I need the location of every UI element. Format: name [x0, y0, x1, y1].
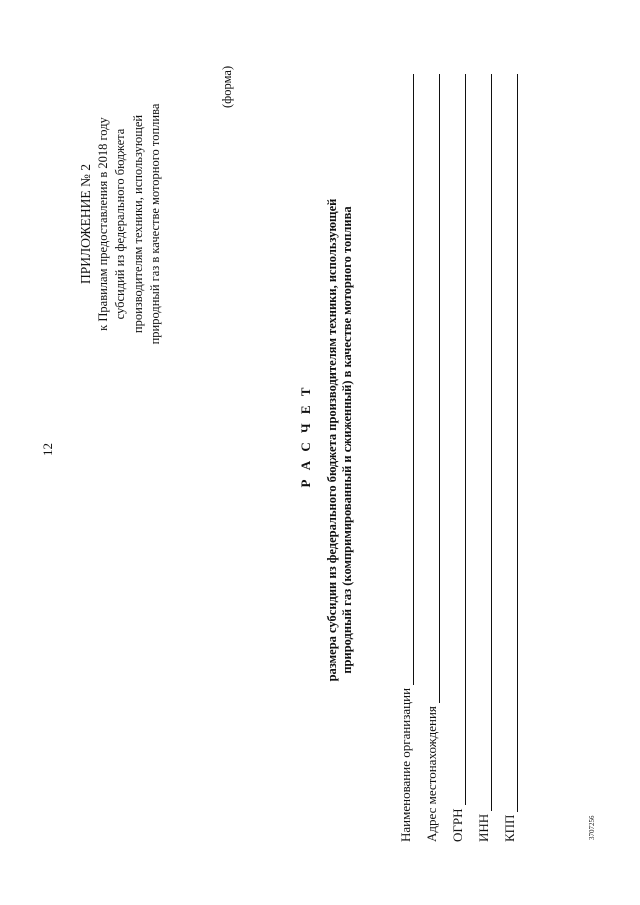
kpp-field[interactable]: [502, 74, 518, 842]
field-line: [479, 74, 492, 811]
subtitle-line: природный газ (компримированный и сжиженный) в качестве моторного топлива: [340, 206, 354, 674]
address-field[interactable]: [424, 74, 440, 842]
appendix-line: производителям техники, использующей: [130, 114, 145, 334]
field-label: КПП: [502, 814, 517, 842]
organization-name-field[interactable]: [398, 74, 414, 842]
appendix-block: [77, 84, 165, 364]
document-code: 3707256: [588, 815, 596, 840]
field-label: Наименование организации: [398, 687, 413, 842]
form-label: (форма): [220, 65, 234, 108]
field-label: ОГРН: [450, 808, 465, 842]
field-label: ИНН: [476, 813, 491, 842]
document-title: Р А С Ч Е Т: [298, 384, 313, 488]
field-label: Адрес местонахождения: [424, 706, 439, 842]
field-line: [427, 74, 440, 703]
appendix-line: природный газ в качестве моторного топлива: [148, 103, 162, 345]
document-subtitle: [325, 160, 355, 720]
page-number: 12: [40, 443, 55, 456]
appendix-title: ПРИЛОЖЕНИЕ № 2: [78, 163, 93, 285]
field-line: [453, 74, 466, 805]
inn-field[interactable]: [476, 74, 492, 842]
appendix-line: субсидий из федерального бюджета: [113, 128, 127, 320]
subtitle-line: размера субсидии из федерального бюджета производителям техники, использующей: [325, 198, 339, 682]
field-line: [505, 74, 518, 812]
ogrn-field[interactable]: [450, 74, 466, 842]
appendix-line: к Правилам предоставления в 2018 году: [95, 117, 110, 331]
field-line: [401, 74, 414, 685]
